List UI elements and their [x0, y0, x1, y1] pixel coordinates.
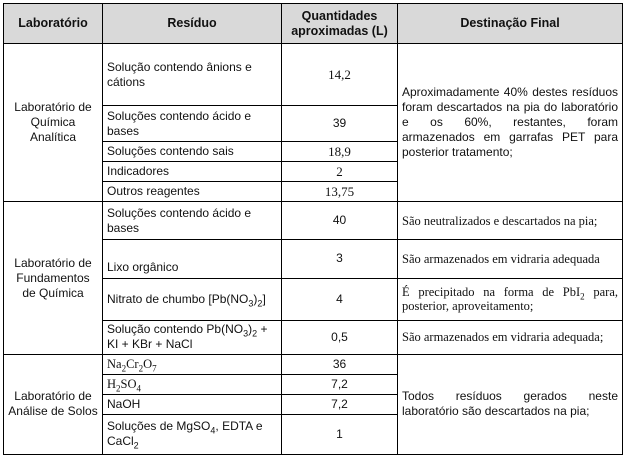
quantidade-cell: 13,75 [282, 182, 398, 202]
quantidade-cell: 4 [282, 278, 398, 320]
header-row [4, 4, 623, 44]
residuo-cell: Indicadores [103, 162, 282, 182]
header-destinacao: Destinação Final [398, 4, 623, 44]
quantidade-cell: 1 [282, 414, 398, 454]
residuos-table [3, 3, 623, 455]
lab-fundamentos-quimica: Laboratório de Fundamentos de Química [4, 202, 103, 354]
residuo-cell: Soluções contendo ácido e bases [103, 106, 282, 142]
residuo-cell: Solução contendo ânions e cátions [103, 44, 282, 106]
residuo-cell: Outros reagentes [103, 182, 282, 202]
destino-cell: São neutralizados e descartados na pia; [398, 202, 623, 240]
table-row [4, 202, 623, 240]
header-laboratorio: Laboratório [4, 4, 103, 44]
quantidade-cell: 14,2 [282, 44, 398, 106]
quantidade-cell: 0,5 [282, 320, 398, 354]
lab-analise-solos: Laboratório de Análise de Solos [4, 354, 103, 454]
residuo-cell: Soluções contendo ácido e bases [103, 202, 282, 240]
residuo-cell: $Na_2Cr_2O_7$ [103, 354, 282, 374]
lab-quimica-analitica: Laboratório de Química Analítica [4, 44, 103, 202]
table-row [4, 354, 623, 374]
quantidade-cell: 39 [282, 106, 398, 142]
quantidade-cell: 2 [282, 162, 398, 182]
residuo-cell: Soluções contendo sais [103, 142, 282, 162]
header-residuo: Resíduo [103, 4, 282, 44]
destino-cell: É precipitado na forma de PbI$_2$ para, posterior, aproveitamento; [398, 278, 623, 320]
residuo-cell: $H_2SO_4$ [103, 374, 282, 394]
quantidade-cell: 7,2 [282, 394, 398, 414]
quantidade-cell: 7,2 [282, 374, 398, 394]
quantidade-cell: 3 [282, 240, 398, 278]
destino-cell: São armazenados em vidraria adequada; [398, 320, 623, 354]
table-row [4, 44, 623, 106]
residuo-cell: NaOH [103, 394, 282, 414]
quantidade-cell: 40 [282, 202, 398, 240]
quantidade-cell: 36 [282, 354, 398, 374]
destino-cell: São armazenados em vidraria adequada [398, 240, 623, 278]
residuo-cell: Solução contendo $Pb(NO_3)_2$ + KI + KBr + NaCl [103, 320, 282, 354]
destino-quimica-analitica: Aproximadamente 40% destes resíduos foram descartados na pia do laboratório e os 60%, restantes, foram armazenados em garrafas PET para posterior tratamento; [398, 44, 623, 202]
destino-analise-solos: Todos resíduos gerados neste laboratório são descartados na pia; [398, 354, 623, 454]
quantidade-cell: 18,9 [282, 142, 398, 162]
residuo-cell: Soluções de MgSO$_4$, EDTA e CaCl$_2$ [103, 414, 282, 454]
residuo-cell: Nitrato de chumbo $[Pb(NO_3)_2]$ [103, 278, 282, 320]
residuo-cell: Lixo orgânico [103, 240, 282, 278]
header-quantidades: Quantidades aproximadas (L) [282, 4, 398, 44]
